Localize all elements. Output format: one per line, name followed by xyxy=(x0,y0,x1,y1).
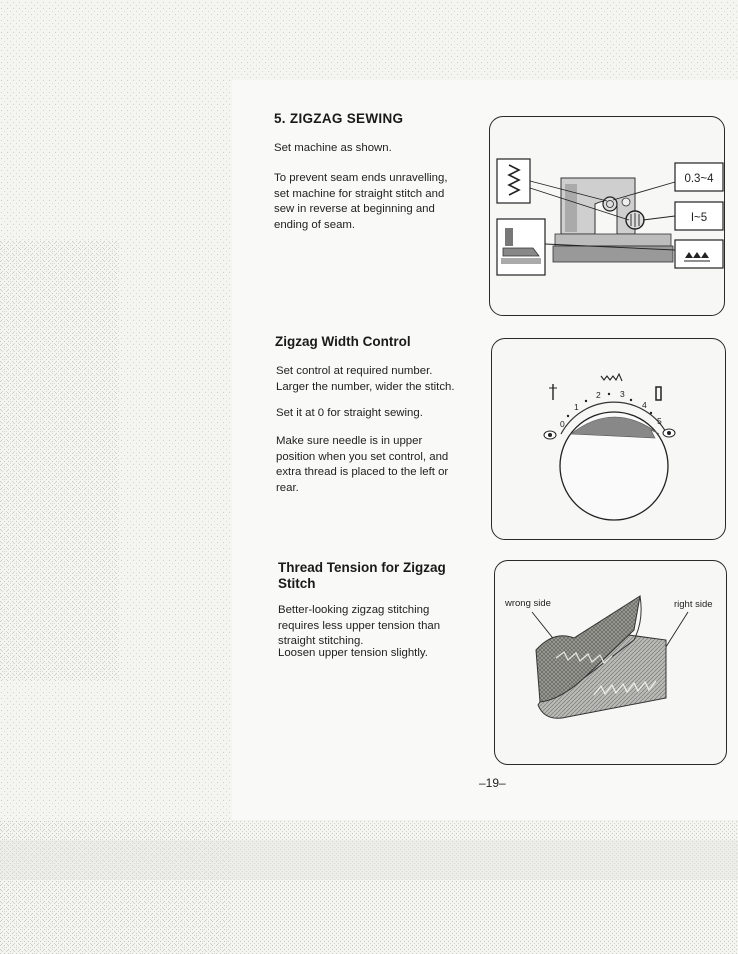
straight-needle-icon xyxy=(549,384,557,400)
dial-arrow-icon xyxy=(571,417,659,438)
dial-number-1: 1 xyxy=(574,402,579,412)
machine-settings-illustration xyxy=(489,116,729,316)
paragraph-needle-position: Make sure needle is in upper position when you set control, and extra thread is placed to the left or rear. xyxy=(276,435,449,494)
stitch-length-value: 0.3~4 xyxy=(684,173,714,185)
right-reference-dot-icon xyxy=(663,429,675,437)
presser-foot-icon xyxy=(497,219,545,275)
paragraph-less-tension: Better-looking zigzag stitching requires less upper tension than straight stitching. xyxy=(278,604,441,647)
feed-dog-icon xyxy=(675,240,723,268)
dial-number-4: 4 xyxy=(642,400,647,410)
stitch-width-setting-box xyxy=(675,202,723,230)
dial-number-0: 0 xyxy=(560,419,565,429)
label-wrong-side: wrong side xyxy=(505,598,551,609)
fabric-stitch-illustration xyxy=(494,560,728,766)
paragraph-set-machine: Set machine as shown. xyxy=(274,142,392,154)
dial-number-2: 2 xyxy=(596,390,601,400)
zigzag-symbol-icon xyxy=(601,374,622,381)
section-title-thread-tension: Thread Tension for Zigzag Stitch xyxy=(278,560,446,591)
paragraph-straight-sewing: Set it at 0 for straight sewing. xyxy=(276,407,423,419)
zigzag-stitch-icon xyxy=(497,159,530,203)
paragraph-set-control: Set control at required number. Larger the number, wider the stitch. xyxy=(276,365,455,393)
stitch-length-setting-box xyxy=(675,163,723,191)
dial-number-5: 5 xyxy=(657,416,662,426)
paragraph-prevent-unravel: To prevent seam ends unravelling, set machine for straight stitch and sew in reverse at beginning and ending of seam. xyxy=(274,172,448,231)
section-title-zigzag-width: Zigzag Width Control xyxy=(275,334,411,349)
page-number: –19– xyxy=(479,776,506,790)
stitch-width-value: I~5 xyxy=(690,212,708,224)
width-dial-illustration xyxy=(491,338,727,542)
paragraph-loosen-tension: Loosen upper tension slightly. xyxy=(278,647,428,659)
wide-stitch-icon xyxy=(656,387,661,400)
left-reference-dot-icon xyxy=(544,431,556,439)
label-right-side: right side xyxy=(674,599,713,610)
section-title-zigzag-sewing: 5. ZIGZAG SEWING xyxy=(274,111,404,126)
dial-number-3: 3 xyxy=(620,389,625,399)
